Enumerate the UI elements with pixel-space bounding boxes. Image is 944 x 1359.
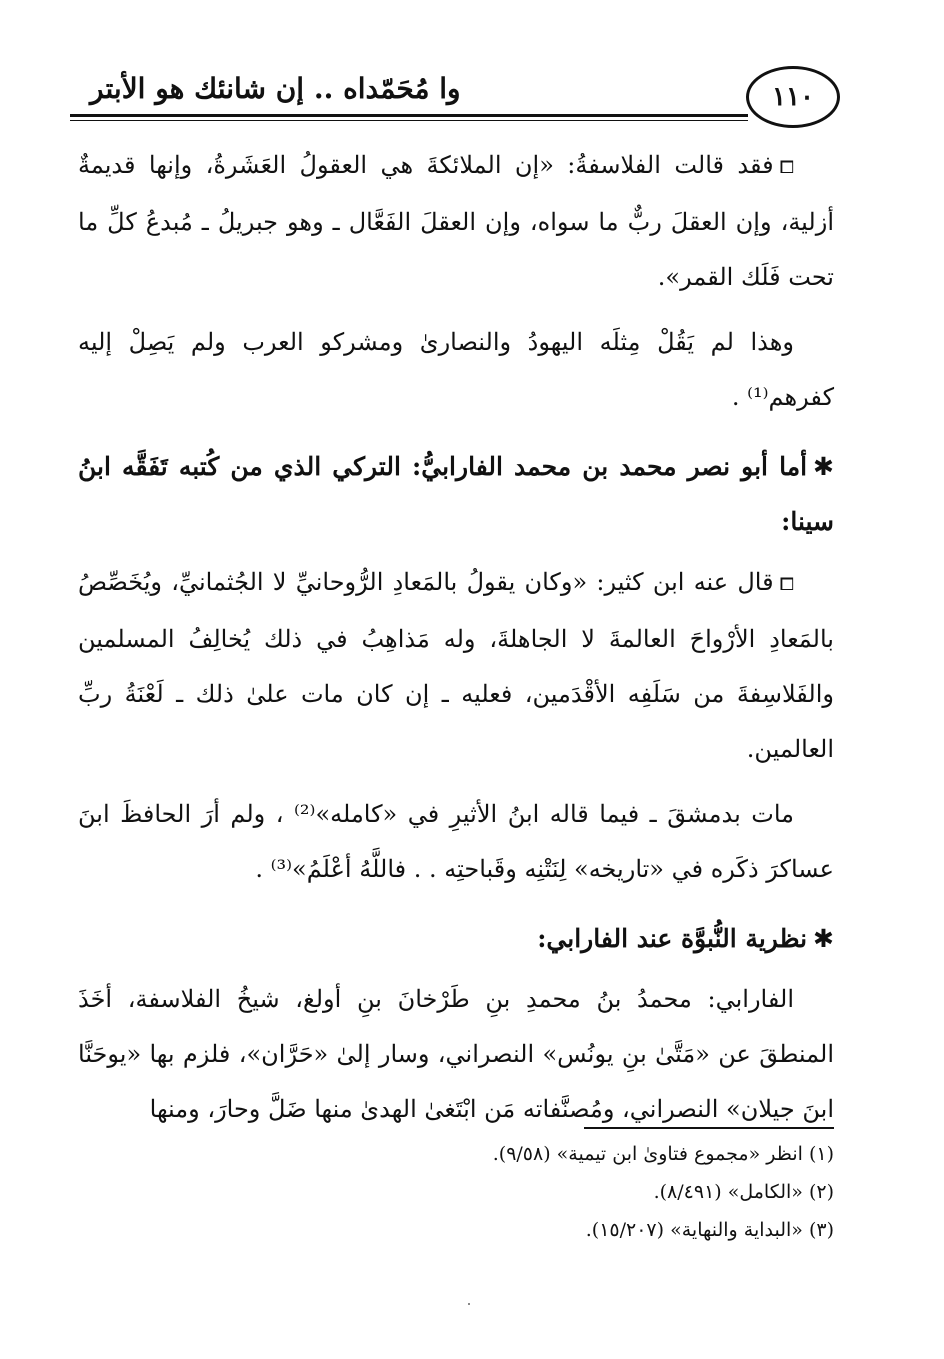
running-header [70, 62, 840, 132]
running-header-title: وا مُحَمّداه .. إن شانئك هو الأبتر [90, 72, 461, 105]
footnote-3: (٣) «البداية والنهاية» (١٥/٢٠٧). [585, 1219, 834, 1241]
asterisk-section-icon: ✱ [813, 924, 834, 953]
paragraph-comment: وهذا لم يَقُلْ مِثلَه اليهودُ والنصارىٰ ومشركو العرب ولم يَصِلْ إليه كفرهم⁽¹⁾ . [78, 328, 834, 411]
asterisk-section-icon: ✱ [813, 452, 834, 481]
header-rule [70, 114, 748, 117]
footnotes [300, 1135, 834, 1249]
square-quote-marker-icon: ⧠ [779, 574, 794, 595]
paragraph-philosophers-quote: ⧠فقد قالت الفلاسفةُ: «إن الملائكةَ هي العقولُ العَشَرةُ، وإنها قديمةٌ أزلية، وإن العقلَ ربٌّ ما سواه، وإن العقلَ الفَعَّال ـ وهو جبريلُ ـ مُبدعُ كلِّ ما تحت فَلَك القمر». [78, 151, 834, 291]
header-rule-thin [70, 120, 748, 121]
square-quote-marker-icon: ⧠ [779, 157, 794, 178]
page-number-badge: ١١٠ [746, 66, 840, 128]
footnote-1: (١) انظر «مجموع فتاوىٰ ابن تيمية» (٩/٥٨). [492, 1143, 834, 1165]
section-heading-prophecy: ✱نظرية النُّبوَّة عند الفارابي: [537, 924, 834, 953]
paragraph-farabi-bio: الفارابي: محمدُ بنُ محمدِ بنِ طَرْخانَ بنِ أولغ، شيخُ الفلاسفة، أخَذَ المنطقَ عن «مَتَّىٰ بنِ يونُس» النصراني، وسار إلىٰ «حَرَّان»، فلزم بها «يوحَنَّا ابنَ جيلان» النصراني، ومُصنَّفاته مَن ابْتَغىٰ الهدىٰ منها ضَلَّ وحارَ، ومنها [78, 985, 834, 1123]
footnote-2: (٢) «الكامل» (٨/٤٩١). [653, 1181, 834, 1203]
paragraph-ibn-kathir-quote: ⧠قال عنه ابن كثير: «وكان يقولُ بالمَعادِ الرُّوحانيِّ لا الجُثمانيِّ، ويُخَصِّصُ بالمَعادِ الأرْواحَ العالمةَ لا الجاهلةَ، وله مَذاهِبُ في ذلك يُخالِفُ المسلمين والفَلاسِفةَ من سَلَفِه الأقْدَمين، فعليه ـ إن كان مات علىٰ ذلك ـ لَعْنَةُ ربِّ العالمين. [78, 568, 834, 763]
paragraph-death: مات بدمشقَ ـ فيما قاله ابنُ الأثيرِ في «كامله»⁽²⁾ ، ولم أرَ الحافظَ ابنَ عساكرَ ذكَره في «تاريخه» لِنَتْنِه وقَباحتِه . . فاللَّهُ أعْلَمُ»⁽³⁾ . [78, 800, 834, 883]
section-heading-farabi: ✱أما أبو نصر محمد بن محمد الفارابيُّ: التركي الذي من كُتبه تَفَقَّه ابنُ سينا: [78, 452, 834, 536]
scan-speck [468, 1303, 470, 1305]
main-text [78, 138, 834, 1137]
footnote-separator [584, 1127, 834, 1129]
